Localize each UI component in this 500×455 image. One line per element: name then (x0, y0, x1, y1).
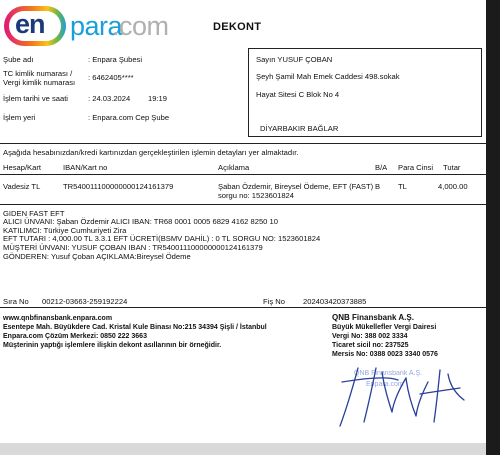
tax-office: Büyük Mükellefler Vergi Dairesi (332, 324, 437, 331)
logo-com-text: .com (112, 11, 169, 41)
detail-line: KATILIMCI: Türkiye Cumhuriyeti Zira (3, 226, 127, 235)
stamp-line1: QNB Finansbank A.Ş. (354, 370, 423, 377)
stamp-line2: Enpara.com (366, 381, 404, 388)
recipient-address-box (248, 48, 482, 137)
date-label: İşlem tarihi ve saati (3, 94, 68, 103)
place-label: İşlem yeri (3, 113, 36, 122)
tckn-label-line1: TC kimlik numarası / (3, 69, 73, 78)
place-value: : Enpara.com Cep Şube (88, 113, 170, 122)
col-header-currency: Para Cinsi (398, 163, 434, 172)
detail-line: MÜŞTERİ ÜNVANI: YUSUF ÇOBAN IBAN : TR540011100000000124161379 (3, 243, 263, 252)
branch-value: : Enpara Şubesi (88, 55, 143, 64)
divider (0, 174, 486, 175)
footer-address: Esentepe Mah. Büyükdere Cad. Kristal Kule Binası No:215 34394 Şişli / İstanbul (3, 324, 267, 331)
col-header-ba: B/A (375, 163, 388, 172)
date-value: : 24.03.2024 (88, 94, 131, 103)
logo-en-text: en (15, 9, 45, 39)
detail-line: ALICI ÜNVANI: Şaban Özdemir ALICI IBAN: TR68 0001 0005 6829 4162 8250 10 (3, 217, 278, 226)
document-title: DEKONT (213, 21, 262, 33)
sequence-label: Sıra No (3, 297, 29, 306)
row-description-line2: sorgu no: 1523601824 (218, 191, 295, 200)
row-account: Vadesiz TL (3, 182, 41, 191)
footer-website: www.qnbfinansbank.enpara.com (3, 315, 113, 322)
row-description-line1: Şaban Özdemir, Bireysel Ödeme, EFT (FAST) (218, 182, 374, 191)
detail-line: EFT TUTARI : 4,000.00 TL 3.3.1 EFT ÜCRETİ(BSMV DAHİL) : 0 TL SORGU NO: 1523601824 (3, 234, 321, 243)
recipient-address-line1: Şeyh Şamil Mah Emek Caddesi 498.sokak (256, 72, 400, 81)
col-header-account: Hesap/Kart (3, 163, 41, 172)
recipient-name: Sayın YUSUF ÇOBAN (256, 55, 333, 64)
divider (0, 143, 486, 144)
col-header-amount: Tutar (443, 163, 461, 172)
branch-label: Şube adı (3, 55, 34, 64)
mersis-number: Mersis No: 0388 0023 3340 0576 (332, 351, 438, 358)
col-header-iban: IBAN/Kart no (63, 163, 108, 172)
window-edge (486, 0, 500, 455)
divider (0, 204, 486, 205)
bank-stamp-signature (336, 360, 474, 432)
intro-text: Aşağıda hesabınızdan/kredi kartınızdan gerçekleştirilen işlemin detayları yer almaktadır. (3, 148, 299, 157)
footer-phone: Enpara.com Çözüm Merkezi: 0850 222 3663 (3, 333, 147, 340)
col-header-description: Açıklama (218, 163, 250, 172)
tax-number: Vergi No: 388 002 3334 (332, 333, 408, 340)
logo-para-text: para (70, 11, 123, 41)
recipient-address-line2: Hayat Sitesi C Blok No 4 (256, 90, 340, 99)
row-currency: TL (398, 182, 407, 191)
footer-note: Müşterinin yaptığı işlemlere ilişkin dekont asıllarının bir örneğidir. (3, 342, 222, 349)
time-value: 19:19 (148, 94, 168, 103)
page-bottom-band (0, 443, 486, 455)
enpara-logo (4, 6, 169, 46)
row-iban: TR540011100000000124161379 (63, 182, 174, 191)
sequence-value: 00212-03663-259192224 (42, 297, 128, 306)
detail-line: GÖNDEREN: Yusuf Çoban AÇIKLAMA:Bireysel Ödeme (3, 252, 191, 261)
trade-registry: Ticaret sicil no: 237525 (332, 342, 409, 349)
recipient-city: DİYARBAKIR BAĞLAR (260, 124, 339, 133)
row-amount: 4,000.00 (438, 182, 468, 191)
row-ba: B (375, 182, 381, 191)
divider (0, 307, 486, 308)
tckn-value: : 6462405**** (88, 73, 134, 82)
company-name: QNB Finansbank A.Ş. (332, 313, 414, 322)
detail-line: GIDEN FAST EFT (3, 209, 65, 218)
slip-label: Fiş No (263, 297, 285, 306)
tckn-label-line2: Vergi kimlik numarası (3, 78, 76, 87)
slip-value: 202403420373885 (303, 297, 367, 306)
